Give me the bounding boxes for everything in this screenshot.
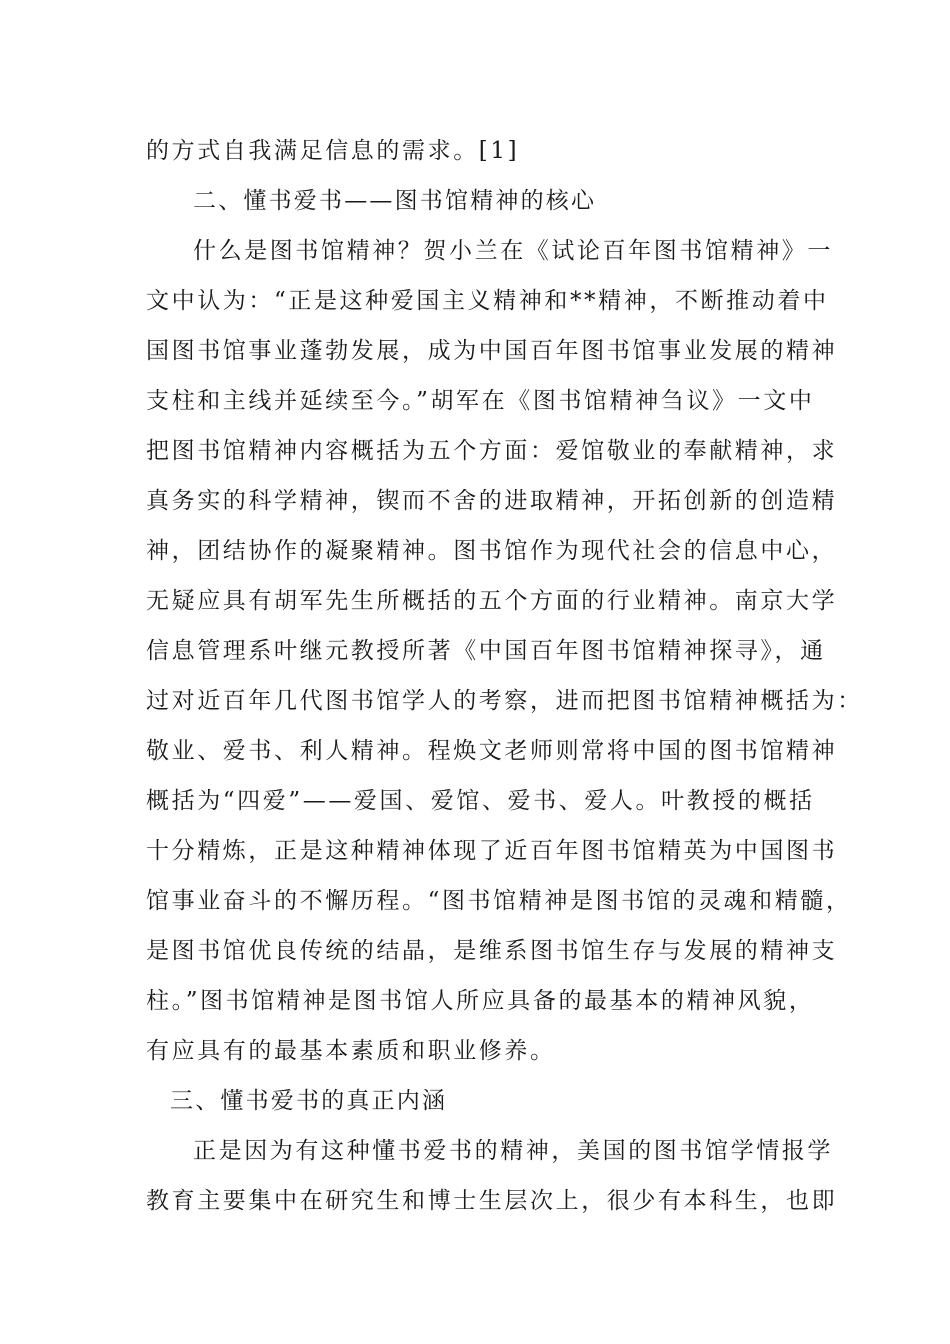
body-text-line: 真务实的科学精神，锲而不舍的进取精神，开拓创新的创造精: [146, 488, 838, 514]
body-text-line: 信息管理系叶继元教授所著《中国百年图书馆精神探寻》，通: [146, 638, 826, 664]
body-text-line: 支柱和主线并延续至今。”胡军在《图书馆精神刍议》一文中: [146, 388, 815, 414]
body-text-line: 无疑应具有胡军先生所概括的五个方面的行业精神。南京大学: [146, 588, 838, 614]
section-heading-3: 三、懂书爱书的真正内涵: [170, 1088, 448, 1114]
body-text-line: 的方式自我满足信息的需求。[1]: [146, 138, 520, 164]
body-text-line: 有应具有的最基本素质和职业修养。: [146, 1038, 556, 1064]
body-text-line: 是图书馆优良传统的结晶，是维系图书馆生存与发展的精神支: [146, 938, 838, 964]
body-text-line: 过对近百年几代图书馆学人的考察，进而把图书馆精神概括为：: [146, 688, 863, 714]
body-text-line: 柱。”图书馆精神是图书馆人所应具备的最基本的精神风貌，: [146, 988, 815, 1014]
section-heading-2: 二、懂书爱书——图书馆精神的核心: [193, 188, 597, 214]
body-text-line: 神，团结协作的凝聚精神。图书馆作为现代社会的信息中心，: [146, 538, 838, 564]
body-text-line: 把图书馆精神内容概括为五个方面：爱馆敬业的奉献精神，求: [146, 438, 838, 464]
paragraph-first-line: 什么是图书馆精神？贺小兰在《试论百年图书馆精神》一: [193, 238, 833, 264]
body-text-line: 国图书馆事业蓬勃发展，成为中国百年图书馆事业发展的精神: [146, 338, 838, 364]
body-text-line: 概括为“四爱”——爱国、爱馆、爱书、爱人。叶教授的概括: [146, 788, 815, 814]
body-text-line: 十分精炼，正是这种精神体现了近百年图书馆精英为中国图书: [146, 838, 838, 864]
body-text-line: 文中认为：“正是这种爱国主义精神和**精神，不断推动着中: [146, 288, 829, 314]
body-text-line: 教育主要集中在研究生和博士生层次上，很少有本科生，也即: [146, 1188, 838, 1214]
body-text-line: 敬业、爱书、利人精神。程焕文老师则常将中国的图书馆精神: [146, 738, 838, 764]
paragraph-first-line: 正是因为有这种懂书爱书的精神，美国的图书馆学情报学: [193, 1138, 833, 1164]
body-text-line: 馆事业奋斗的不懈历程。“图书馆精神是图书馆的灵魂和精髓，: [146, 888, 852, 914]
